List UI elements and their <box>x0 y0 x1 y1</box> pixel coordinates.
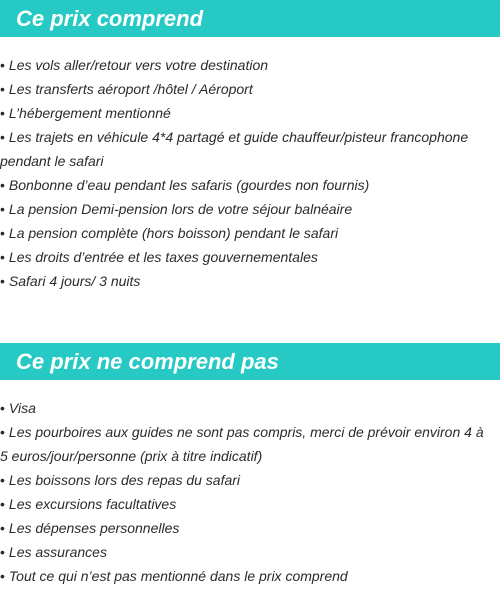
bullet-icon: • <box>0 57 5 73</box>
list-item: • Les trajets en véhicule 4*4 partagé et guide chauffeur/pisteur francophone pendant le safari <box>0 129 469 169</box>
bullet-icon: • <box>0 81 5 97</box>
list-item: • Les boissons lors des repas du safari <box>0 472 241 488</box>
bullet-icon: • <box>0 424 5 440</box>
list-item: • Safari 4 jours/ 3 nuits <box>0 273 141 289</box>
list-item: • Les excursions facultatives <box>0 496 177 512</box>
list-item: • Les assurances <box>0 544 107 560</box>
list-item: • Les pourboires aux guides ne sont pas compris, merci de prévoir environ 4 à 5 euros/jour/personne (prix à titre indicatif) <box>0 424 484 464</box>
list-item: • Les vols aller/retour vers votre destination <box>0 57 269 73</box>
bullet-icon: • <box>0 520 5 536</box>
list-item: • Les droits d’entrée et les taxes gouvernementales <box>0 249 318 265</box>
list-item: • Les dépenses personnelles <box>0 520 180 536</box>
bullet-icon: • <box>0 400 5 416</box>
bullet-icon: • <box>0 544 5 560</box>
list-item: • La pension Demi-pension lors de votre séjour balnéaire <box>0 201 353 217</box>
bullet-icon: • <box>0 201 5 217</box>
bullet-icon: • <box>0 273 5 289</box>
price-includes-section <box>0 0 500 293</box>
bullet-icon: • <box>0 225 5 241</box>
price-excludes-section <box>0 343 500 588</box>
list-item: • La pension complète (hors boisson) pendant le safari <box>0 225 339 241</box>
list-item: • Visa <box>0 400 36 416</box>
bullet-icon: • <box>0 177 5 193</box>
bullet-icon: • <box>0 568 5 584</box>
price-includes-title: Ce prix comprend <box>16 5 204 31</box>
list-item: • Tout ce qui n’est pas mentionné dans le prix comprend <box>0 568 348 584</box>
price-excludes-list <box>0 396 500 588</box>
bullet-icon: • <box>0 496 5 512</box>
list-item: • L’hébergement mentionné <box>0 105 171 121</box>
bullet-icon: • <box>0 129 5 145</box>
list-item: • Bonbonne d’eau pendant les safaris (gourdes non fournis) <box>0 177 370 193</box>
bullet-icon: • <box>0 105 5 121</box>
bullet-icon: • <box>0 249 5 265</box>
price-excludes-header <box>0 343 500 380</box>
price-includes-list <box>0 53 500 293</box>
list-item: • Les transferts aéroport /hôtel / Aéroport <box>0 81 253 97</box>
price-excludes-title: Ce prix ne comprend pas <box>16 348 279 374</box>
price-includes-header <box>0 0 500 37</box>
bullet-icon: • <box>0 472 5 488</box>
